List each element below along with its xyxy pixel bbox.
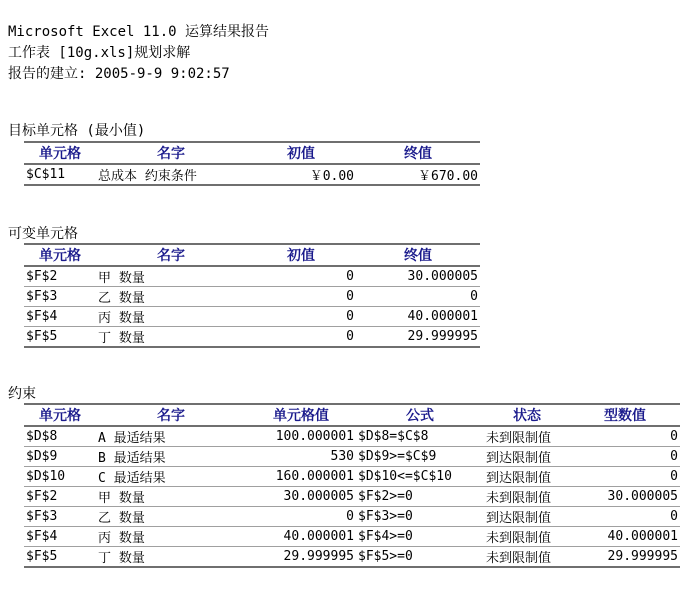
cell: 29.999995 xyxy=(356,327,480,348)
column-header: 状态 xyxy=(484,404,570,426)
cell: 0 xyxy=(246,307,356,327)
variable-cells-title: 可变单元格 xyxy=(8,226,78,242)
cell: $F$3 xyxy=(24,287,96,307)
cell: 未到限制值 xyxy=(484,426,570,447)
report-title: Microsoft Excel 11.0 运算结果报告 xyxy=(8,24,270,40)
column-header: 单元格 xyxy=(24,244,96,266)
cell: $C$11 xyxy=(24,164,96,185)
column-header: 名字 xyxy=(96,404,246,426)
cell: 0 xyxy=(570,507,680,527)
cell: $F$4 xyxy=(24,527,96,547)
cell: 总成本 约束条件 xyxy=(96,164,246,185)
report-header xyxy=(8,22,269,85)
column-header: 型数值 xyxy=(570,404,680,426)
table-row xyxy=(24,164,480,185)
cell: $F$2>=0 xyxy=(356,487,484,507)
table-row xyxy=(24,307,480,327)
cell: $D$9 xyxy=(24,447,96,467)
column-header: 单元格 xyxy=(24,142,96,164)
cell: 530 xyxy=(246,447,356,467)
column-header: 初值 xyxy=(246,142,356,164)
cell: 未到限制值 xyxy=(484,527,570,547)
cell: $F$3>=0 xyxy=(356,507,484,527)
cell: 100.000001 xyxy=(246,426,356,447)
cell: 未到限制值 xyxy=(484,487,570,507)
column-header: 单元格值 xyxy=(246,404,356,426)
column-header: 单元格 xyxy=(24,404,96,426)
cell: $D$10<=$C$10 xyxy=(356,467,484,487)
variable-cells-table xyxy=(24,243,480,348)
constraints-table xyxy=(24,403,680,568)
cell: 40.000001 xyxy=(356,307,480,327)
cell: 160.000001 xyxy=(246,467,356,487)
cell: $D$9>=$C$9 xyxy=(356,447,484,467)
cell: 丁 数量 xyxy=(96,547,246,568)
constraints-title: 约束 xyxy=(8,386,36,402)
cell: $F$2 xyxy=(24,266,96,287)
cell: C 最适结果 xyxy=(96,467,246,487)
cell: ￥0.00 xyxy=(246,164,356,185)
cell: 29.999995 xyxy=(246,547,356,568)
cell: A 最适结果 xyxy=(96,426,246,447)
cell: 0 xyxy=(246,327,356,348)
column-header: 名字 xyxy=(96,244,246,266)
cell: 到达限制值 xyxy=(484,447,570,467)
table-row xyxy=(24,547,680,568)
column-header: 公式 xyxy=(356,404,484,426)
table-header-row xyxy=(24,404,680,426)
target-cell-title: 目标单元格 (最小值) xyxy=(8,123,146,139)
cell: 0 xyxy=(570,467,680,487)
cell: B 最适结果 xyxy=(96,447,246,467)
cell: 到达限制值 xyxy=(484,507,570,527)
cell: 未到限制值 xyxy=(484,547,570,568)
report-created: 报告的建立: 2005-9-9 9:02:57 xyxy=(8,66,230,82)
cell: $F$5>=0 xyxy=(356,547,484,568)
cell: $F$4>=0 xyxy=(356,527,484,547)
cell: 0 xyxy=(570,447,680,467)
table-row xyxy=(24,487,680,507)
cell: 丙 数量 xyxy=(96,307,246,327)
cell: 乙 数量 xyxy=(96,287,246,307)
column-header: 终值 xyxy=(356,142,480,164)
cell: ￥670.00 xyxy=(356,164,480,185)
table-row xyxy=(24,327,480,348)
table-row xyxy=(24,447,680,467)
cell: $D$8=$C$8 xyxy=(356,426,484,447)
table-row xyxy=(24,527,680,547)
cell: $D$8 xyxy=(24,426,96,447)
table-row xyxy=(24,266,480,287)
cell: 丁 数量 xyxy=(96,327,246,348)
cell: 到达限制值 xyxy=(484,467,570,487)
column-header: 名字 xyxy=(96,142,246,164)
cell: 30.000005 xyxy=(356,266,480,287)
target-cell-table xyxy=(24,141,480,186)
cell: 0 xyxy=(246,507,356,527)
cell: 29.999995 xyxy=(570,547,680,568)
cell: 甲 数量 xyxy=(96,487,246,507)
cell: 0 xyxy=(570,426,680,447)
column-header: 初值 xyxy=(246,244,356,266)
table-header-row xyxy=(24,244,480,266)
table-row xyxy=(24,467,680,487)
cell: 甲 数量 xyxy=(96,266,246,287)
cell: 30.000005 xyxy=(246,487,356,507)
table-row xyxy=(24,287,480,307)
cell: $F$2 xyxy=(24,487,96,507)
worksheet-name: 工作表 [10g.xls]规划求解 xyxy=(8,45,191,61)
cell: 40.000001 xyxy=(246,527,356,547)
cell: $F$5 xyxy=(24,327,96,348)
cell: 40.000001 xyxy=(570,527,680,547)
cell: 30.000005 xyxy=(570,487,680,507)
cell: $F$5 xyxy=(24,547,96,568)
cell: $D$10 xyxy=(24,467,96,487)
cell: $F$4 xyxy=(24,307,96,327)
column-header: 终值 xyxy=(356,244,480,266)
table-row xyxy=(24,507,680,527)
cell: 0 xyxy=(246,266,356,287)
cell: 0 xyxy=(356,287,480,307)
table-header-row xyxy=(24,142,480,164)
cell: 丙 数量 xyxy=(96,527,246,547)
table-row xyxy=(24,426,680,447)
cell: 0 xyxy=(246,287,356,307)
cell: $F$3 xyxy=(24,507,96,527)
cell: 乙 数量 xyxy=(96,507,246,527)
